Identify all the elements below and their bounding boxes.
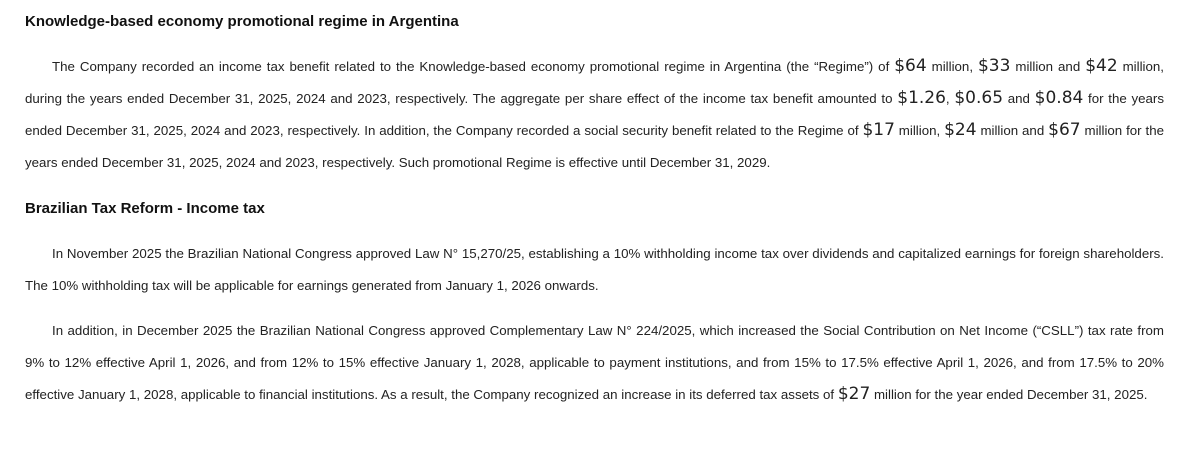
text-run: million and	[976, 123, 1049, 138]
section-heading-brazilian-tax-reform: Brazilian Tax Reform - Income tax	[25, 200, 265, 217]
text-run: million and	[1010, 59, 1086, 74]
amount-value: $27	[837, 384, 871, 404]
text-run: The Company recorded an income tax benefit related to the Knowledge-based economy promotional regime in Argentina (the “Regime”) of	[52, 59, 895, 74]
text-run: ,	[945, 91, 955, 106]
amount-value: $24	[944, 120, 977, 140]
text-run: million for the years ended December 31, 2025, 2024 and 2023, respectively. Such promotional Regime is effective until December 31, 2029.	[25, 123, 1164, 170]
amount-value: $17	[862, 120, 895, 140]
text-run: and	[1003, 91, 1035, 106]
amount-value: $42	[1085, 56, 1118, 76]
per-share-value: $0.65	[954, 88, 1004, 108]
amount-value: $64	[894, 56, 927, 76]
amount-value: $33	[977, 56, 1011, 76]
text-run: In addition, in December 2025 the Brazilian National Congress approved Complementary Law N° 224/2025, which increased the Social Contribution on Net Income (“CSLL”) tax rate from 9% to 12% effective April 1, 2026, and from 12% to 15% effective January 1, 2028, applicable to payment institutions, and from 15% to 17.5% effective April 1, 2026, and from 17.5% to 20% effective January 1, 2028, applicable to financial institutions. As a result, the Company recognized an increase in its deferred tax assets of	[25, 323, 1164, 402]
text-run: million,	[926, 59, 978, 74]
amount-value: $67	[1048, 120, 1081, 140]
per-share-value: $1.26	[897, 88, 946, 108]
per-share-value: $0.84	[1034, 88, 1084, 108]
paragraph-brazil-csll	[25, 315, 1164, 411]
paragraph-brazil-law: In November 2025 the Brazilian National Congress approved Law N° 15,270/25, establishing a 10% withholding income tax over dividends and capitalized earnings for foreign shareholders. The 10% withholding tax will be applicable for earnings generated from January 1, 2026 onwards.	[25, 246, 1164, 293]
text-run: million,	[894, 123, 945, 138]
section-heading-knowledge-regime: Knowledge-based economy promotional regime in Argentina	[25, 13, 459, 30]
text-run: for the years ended December 31, 2025, 2024 and 2023, respectively. In addition, the Company recorded a social security benefit related to the Regime of	[25, 91, 1165, 138]
text-run: million, during the years ended December 31, 2025, 2024 and 2023, respectively. The aggregate per share effect of the income tax benefit amounted to	[25, 59, 1164, 106]
text-run: million for the year ended December 31, 2025.	[870, 387, 1148, 402]
paragraph-knowledge-regime	[25, 51, 1164, 179]
